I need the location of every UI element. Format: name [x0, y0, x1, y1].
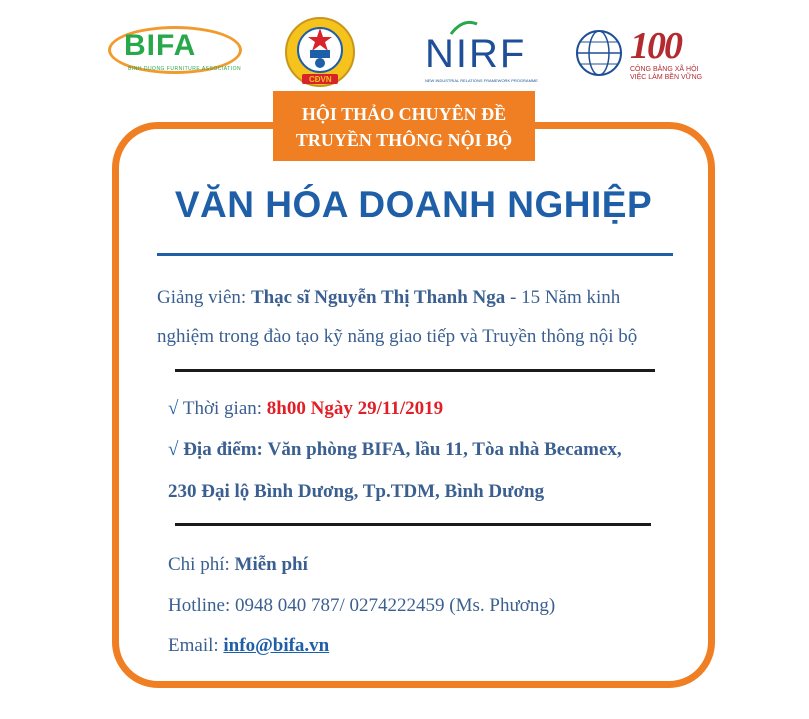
lecturer-line2: nghiệm trong đào tạo kỹ năng giao tiếp và Truyền thông nội bộ — [157, 326, 638, 347]
event-banner — [273, 91, 535, 161]
lecturer-desc-1: - 15 Năm kinh — [510, 287, 621, 308]
page-title: VĂN HÓA DOANH NGHIỆP — [174, 184, 653, 225]
place-value-line2: 230 Đại lộ Bình Dương, Tp.TDM, Bình Dương — [168, 481, 545, 502]
place-value: Văn phòng BIFA, lầu 11, Tòa nhà Becamex, — [267, 439, 622, 460]
divider — [157, 253, 673, 256]
hotline-row — [168, 595, 555, 617]
cdvn-logo-text: CĐVN — [309, 75, 332, 84]
ilo-100-text: 100 — [630, 25, 681, 67]
ilo-subtitle-line2: VIỆC LÀM BỀN VỮNG — [630, 74, 703, 81]
bifa-logo — [108, 26, 244, 84]
lecturer-label: Giảng viên: — [157, 287, 247, 308]
hotline-label: Hotline: — [168, 595, 231, 616]
fee-row — [168, 554, 308, 576]
time-value: 8h00 Ngày 29/11/2019 — [266, 398, 444, 419]
place-label: Địa điểm: — [183, 439, 263, 460]
ilo-100-logo — [574, 22, 704, 88]
bifa-logo-subtitle: BINH DUONG FURNITURE ASSOCIATION — [128, 66, 242, 72]
ilo-globe-icon — [574, 28, 624, 78]
ilo-100-subtitle — [630, 66, 702, 82]
lecturer-line1 — [157, 287, 620, 309]
fee-value: Miễn phí — [234, 554, 308, 575]
nirf-logo — [423, 18, 538, 88]
email-row — [168, 635, 329, 657]
nirf-logo-text: NIRF — [425, 32, 527, 76]
email-link[interactable]: info@bifa.vn — [223, 635, 330, 656]
divider — [175, 369, 655, 372]
nirf-logo-subtitle: NEW INDUSTRIAL RELATIONS FRAMEWORK PROGRAMME — [425, 78, 538, 83]
place-row — [168, 439, 622, 461]
bifa-logo-text: BIFA — [124, 29, 197, 62]
check-icon: √ — [168, 439, 179, 460]
fee-label: Chi phí: — [168, 554, 230, 575]
email-label: Email: — [168, 635, 219, 656]
cdvn-logo — [284, 16, 356, 92]
banner-line1: HỘI THẢO CHUYÊN ĐỀ — [301, 104, 507, 124]
check-icon: √ — [168, 398, 179, 419]
time-row — [168, 398, 443, 420]
banner-line2: TRUYỀN THÔNG NỘI BỘ — [295, 130, 513, 150]
logo-row — [0, 8, 809, 88]
lecturer-name: Thạc sĩ Nguyễn Thị Thanh Nga — [250, 287, 506, 308]
hotline-value: 0948 040 787/ 0274222459 (Ms. Phương) — [235, 595, 556, 616]
time-label: Thời gian: — [182, 398, 263, 419]
divider — [175, 523, 651, 526]
ilo-subtitle-line1: CÔNG BẰNG XÃ HỘI — [630, 66, 699, 73]
